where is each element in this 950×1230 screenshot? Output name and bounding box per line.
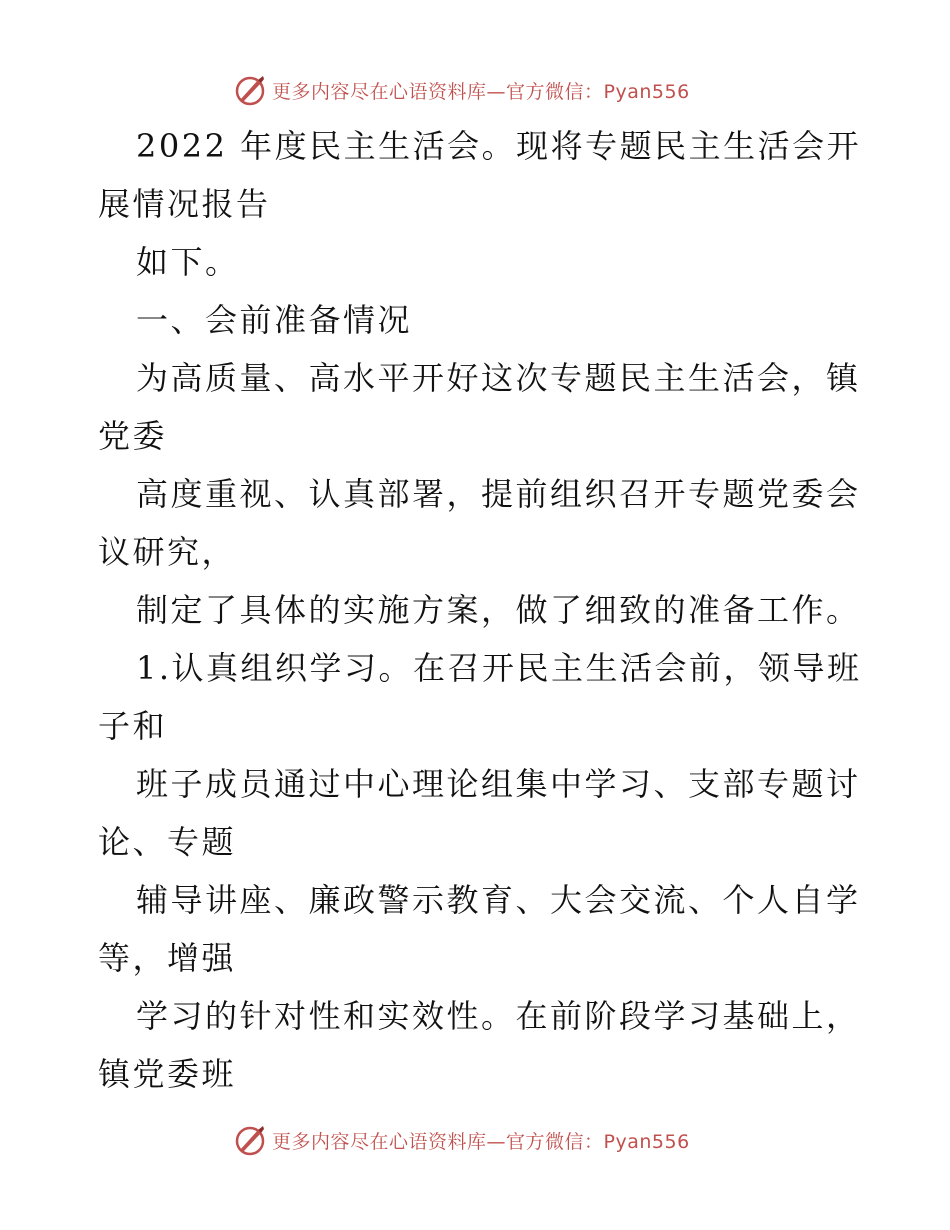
watermark-account: Pyan556 xyxy=(603,80,690,103)
footer-watermark xyxy=(234,1120,690,1160)
text-line: 1.认真组织学习。在召开民主生活会前，领导班 xyxy=(136,649,862,687)
text-line: 党委 xyxy=(98,417,168,455)
text-line: 学习的针对性和实效性。在前阶段学习基础上， xyxy=(136,997,861,1035)
text-line: 等，增强 xyxy=(98,939,237,977)
text-line: 辅导讲座、廉政警示教育、大会交流、个人自学 xyxy=(136,881,861,919)
watermark-brand: 更多内容尽在心语资料库—官方微信： xyxy=(272,80,604,103)
text-line: 镇党委班 xyxy=(98,1055,237,1093)
text-line: 班子成员通过中心理论组集中学习、支部专题讨 xyxy=(136,765,861,803)
text-line: 制定了具体的实施方案，做了细致的准备工作。 xyxy=(136,591,861,629)
text-line: 如下。 xyxy=(136,243,240,281)
text-line: 高度重视、认真部署，提前组织召开专题党委会 xyxy=(136,475,861,513)
section-heading: 一、会前准备情况 xyxy=(136,301,413,339)
quill-logo-icon xyxy=(234,1124,266,1156)
watermark-text xyxy=(272,1127,690,1154)
text-line: 子和 xyxy=(98,707,168,745)
text-line: 论、专题 xyxy=(98,823,237,861)
text-line: 为高质量、高水平开好这次专题民主生活会，镇 xyxy=(136,359,861,397)
watermark-account: Pyan556 xyxy=(603,1130,690,1153)
watermark-brand: 更多内容尽在心语资料库—官方微信： xyxy=(272,1130,604,1153)
text-line: 展情况报告 xyxy=(98,185,271,223)
text-line: 议研究， xyxy=(98,533,237,571)
text-line: 2022 年度民主生活会。现将专题民主生活会开 xyxy=(136,127,862,165)
